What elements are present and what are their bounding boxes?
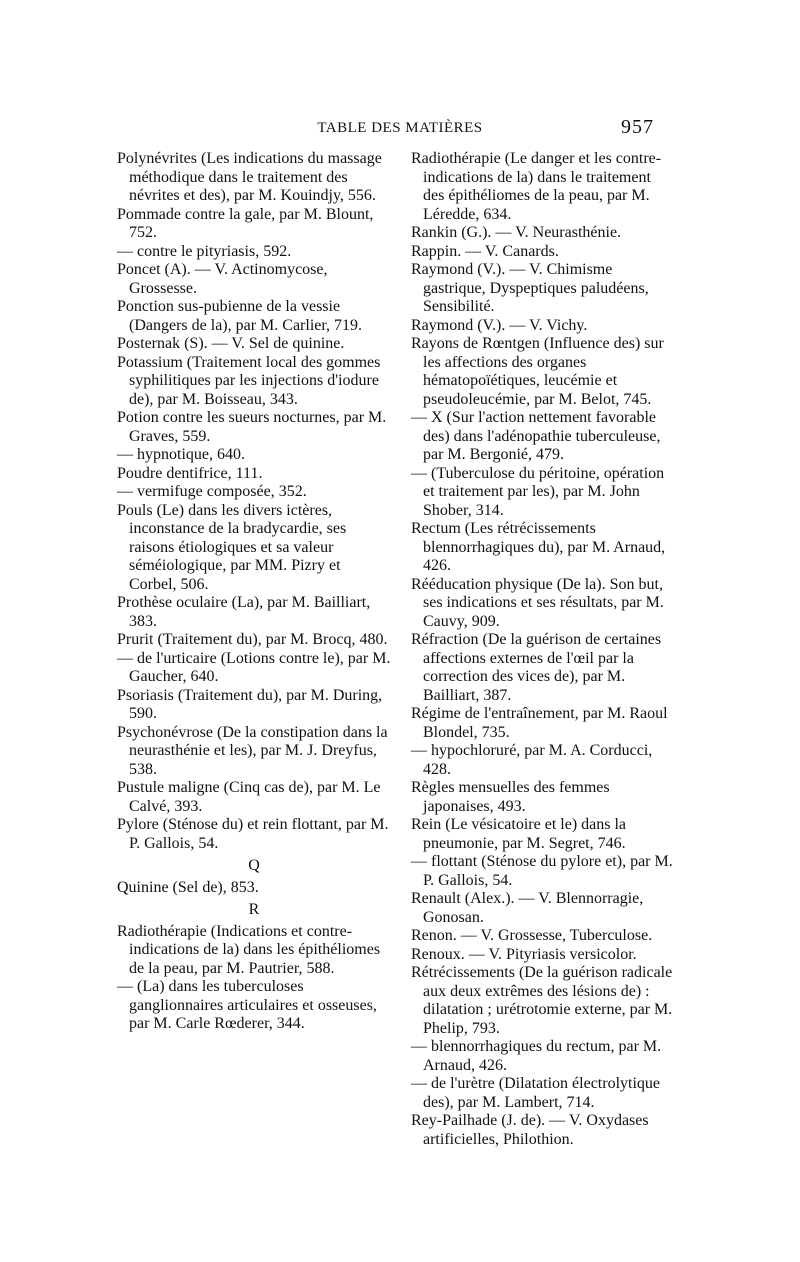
index-entry: Rétrécissements (De la guérison radicale aux deux extrêmes des lésions de) : dilatation ; urétrotomie externe, par M. Phelip, 793. [411, 964, 673, 1037]
index-entry: Poncet (A). — V. Actinomycose, Grossesse. [117, 261, 328, 297]
index-entry: — flottant (Sténose du pylore et), par M. P. Gallois, 54. [411, 853, 673, 889]
index-entry: — contre le pityriasis, 592. [117, 242, 292, 260]
index-entry: Polynévrites (Les indications du massage méthodique dans le traitement des névrites et des), par M. Kouindjy, 556. [117, 150, 382, 204]
index-entry: Raymond (V.). — V. Chimisme gastrique, Dyspeptiques paludéens, Sensibilité. [411, 261, 649, 315]
index-entry: — blennorrhagiques du rectum, par M. Arnaud, 426. [411, 1038, 662, 1074]
index-entry: Réfraction (De la guérison de certaines affections externes de l'œil par la correction des vices de), par M. Bailliart, 387. [411, 631, 662, 704]
index-entry: Rayons de Rœntgen (Influence des) sur les affections des organes hématopoïétiques, leucémie et pseudoleucémie, par M. Belot, 745. [411, 335, 664, 408]
index-entry: Prothèse oculaire (La), par M. Bailliart, 383. [117, 594, 371, 630]
index-entry: Radiothérapie (Le danger et les contre-indications de la) dans le traitement des épithéliomes de la peau, par M. Léredde, 634. [411, 150, 662, 223]
index-entry: Ponction sus-pubienne de la vessie (Dangers de la), par M. Carlier, 719. [117, 298, 363, 334]
index-entry: Rankin (G.). — V. Neurasthénie. [411, 224, 622, 241]
index-entry: Psychonévrose (De la constipation dans la neurasthénie et les), par M. J. Dreyfus, 538. [117, 723, 388, 778]
index-entry: Potion contre les sueurs nocturnes, par M. Graves, 559. [117, 409, 387, 445]
index-entry: Renon. — V. Grossesse, Tuberculose. [411, 927, 653, 944]
index-entry: Posternak (S). — V. Sel de quinine. [117, 335, 345, 352]
index-entry: Régime de l'entraînement, par M. Raoul Blondel, 735. [411, 705, 668, 741]
right-column [411, 150, 676, 1149]
index-entry: Prurit (Traitement du), par M. Brocq, 480. [117, 631, 388, 648]
index-entry: — (La) dans les tuberculoses ganglionnaires articulaires et osseuses, par M. Carle Rœderer, 344. [117, 978, 377, 1032]
index-entry: Pylore (Sténose du) et rein flottant, par M. P. Gallois, 54. [117, 816, 389, 852]
index-entry: — de l'urticaire (Lotions contre le), par M. Gaucher, 640. [117, 649, 391, 685]
index-entry: Psoriasis (Traitement du), par M. During, 590. [117, 686, 383, 722]
index-entry: Radiothérapie (Indications et contre-indications de la) dans les épithéliomes de la peau, par M. Pautrier, 588. [117, 922, 381, 977]
index-entry: Rectum (Les rétrécissements blennorrhagiques du), par M. Arnaud, 426. [411, 520, 666, 574]
index-entry: Quinine (Sel de), 853. [117, 878, 259, 896]
index-entry: — hypochloruré, par M. A. Corducci, 428. [411, 742, 653, 778]
section-letter: Q [248, 857, 260, 874]
section-letter: R [248, 901, 260, 918]
left-column [117, 150, 391, 1034]
page-number: 957 [621, 116, 654, 138]
index-entry: Raymond (V.). — V. Vichy. [411, 316, 588, 334]
index-entry: — vermifuge composée, 352. [117, 483, 307, 500]
index-entry: Règles mensuelles des femmes japonaises, 493. [411, 779, 610, 815]
index-entry: Rappin. — V. Canards. [411, 242, 559, 260]
index-entry: Pommade contre la gale, par M. Blount, 752. [117, 205, 374, 241]
index-entry: — hypnotique, 640. [117, 446, 245, 463]
index-entry: — (Tuberculose du péritoine, opération et traitement par les), par M. John Shober, 314. [411, 464, 665, 519]
index-entry: Renoux. — V. Pityriasis versicolor. [411, 945, 637, 963]
index-entry: — X (Sur l'action nettement favorable des) dans l'adénopathie tuberculeuse, par M. Bergonié, 479. [411, 409, 661, 463]
index-entry: Pustule maligne (Cinq cas de), par M. Le Calvé, 393. [117, 779, 381, 815]
index-entry: Rein (Le vésicatoire et le) dans la pneumonie, par M. Segret, 746. [411, 816, 627, 852]
index-entry: Poudre dentifrice, 111. [117, 464, 263, 482]
running-header: TABLE DES MATIÈRES [317, 120, 483, 136]
index-entry: Rééducation physique (De la). Son but, ses indications et ses résultats, par M. Cauvy, 909. [411, 575, 664, 630]
index-entry: — de l'urètre (Dilatation électrolytique des), par M. Lambert, 714. [411, 1075, 661, 1111]
index-entry: Rey-Pailhade (J. de). — V. Oxydases artificielles, Philothion. [411, 1112, 649, 1148]
index-entry: Potassium (Traitement local des gommes syphilitiques par les injections d'iodure de), par M. Boisseau, 343. [117, 353, 381, 408]
index-entry: Pouls (Le) dans les divers ictères, inconstance de la bradycardie, ses raisons étiologiques et sa valeur séméiologique, par MM. Pizry et Corbel, 506. [117, 501, 347, 593]
index-entry: Renault (Alex.). — V. Blennorragie, Gonosan. [411, 890, 644, 926]
